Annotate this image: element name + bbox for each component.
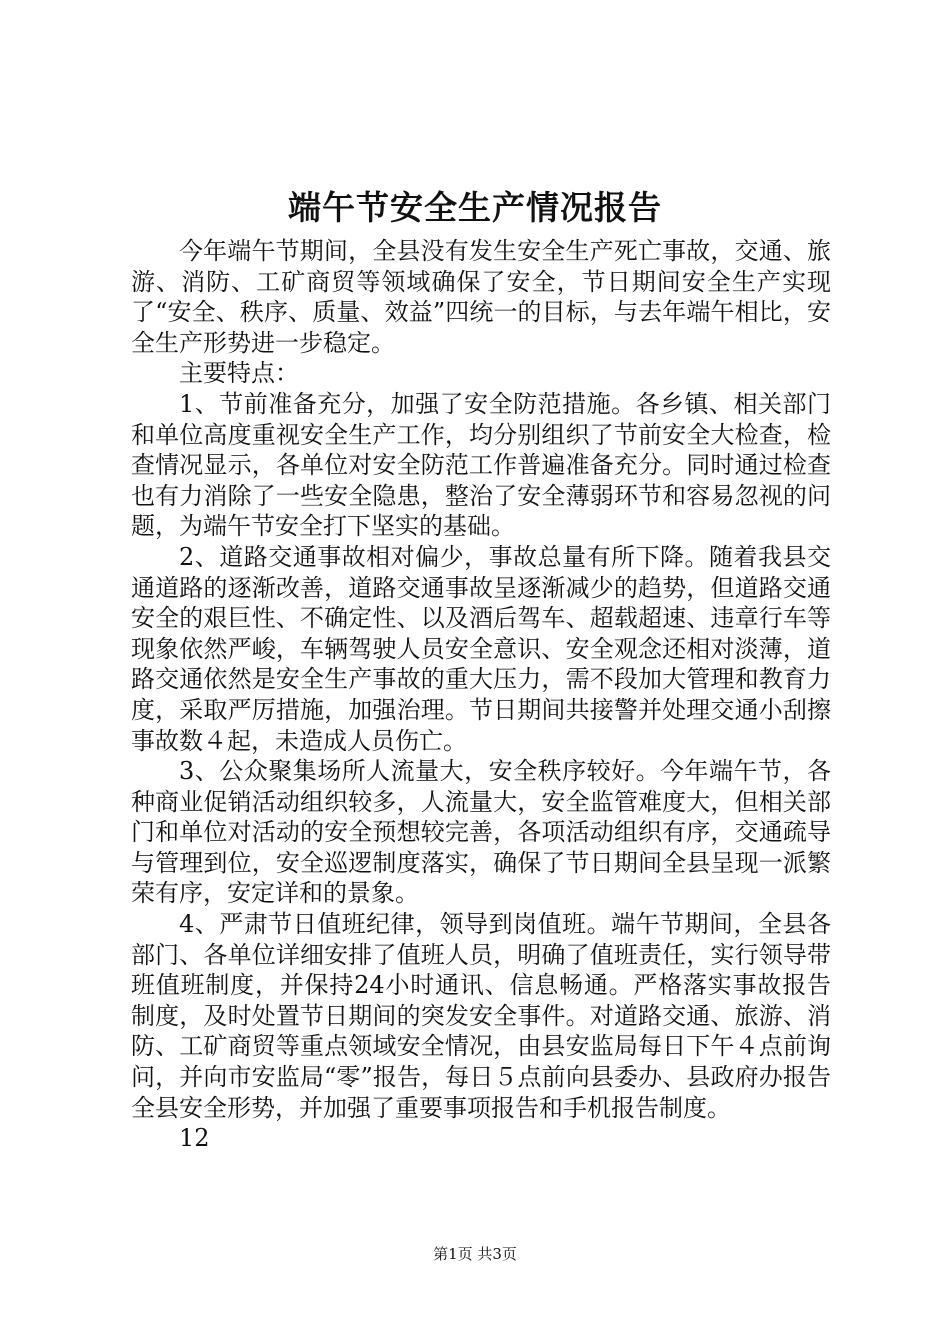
feature-paragraph-4: 4、严肃节日值班纪律，领导到岗值班。端午节期间，全县各部门、各单位详细安排了值班人员，明确了值班责任，实行领导带班值班制度，并保持24小时通讯、信息畅通。严格落实事故报告制度，及时处置节日期间的突发安全事件。对道路交通、旅游、消防、工矿商贸等重点领域安全情况，由县安监局每日下午４点前询问，并向市安监局“零”报告，每日５点前向县委办、县政府办报告全县安全形势，并加强了重要事项报告和手机报告制度。: [131, 910, 831, 1122]
feature-paragraph-1: 1、节前准备充分，加强了安全防范措施。各乡镇、相关部门和单位高度重视安全生产工作，均分别组织了节前安全大检查，检查情况显示，各单位对安全防范工作普遍准备充分。同时通过检查也有力消除了一些安全隐患，整治了安全薄弱环节和容易忽视的问题，为端午节安全打下坚实的基础。: [131, 389, 831, 541]
document-body: [131, 236, 831, 1154]
page-footer: 第1页 共3页: [433, 1245, 517, 1263]
feature-paragraph-3: 3、公众聚集场所人流量大，安全秩序较好。今年端午节，各种商业促销活动组织较多，人流量大，安全监管难度大，但相关部门和单位对活动的安全预想较完善，各项活动组织有序，交通疏导与管理到位，安全巡逻制度落实，确保了节日期间全县呈现一派繁荣有序，安定详和的景象。: [131, 757, 831, 908]
intro-paragraph: 今年端午节期间，全县没有发生安全生产死亡事故，交通、旅游、消防、工矿商贸等领域确保了安全，节日期间安全生产实现了“安全、秩序、质量、效益”四统一的目标，与去年端午相比，安全生产形势进一步稳定。: [131, 237, 831, 357]
feature-paragraph-2: 2、道路交通事故相对偏少，事故总量有所下降。随着我县交通道路的逐渐改善，道路交通事故呈逐渐减少的趋势，但道路交通安全的艰巨性、不确定性、以及酒后驾车、超载超速、违章行车等现象依然严峻，车辆驾驶人员安全意识、安全观念还相对淡薄，道路交通依然是安全生产事故的重大压力，需不段加大管理和教育力度，采取严厉措施，加强治理。节日期间共接警并处理交通小刮擦事故数４起，未造成人员伤亡。: [131, 542, 831, 755]
features-heading: 主要特点：: [179, 359, 299, 388]
document-title: 端午节安全生产情况报告: [288, 188, 662, 227]
trailing-number: 12: [179, 1124, 210, 1153]
